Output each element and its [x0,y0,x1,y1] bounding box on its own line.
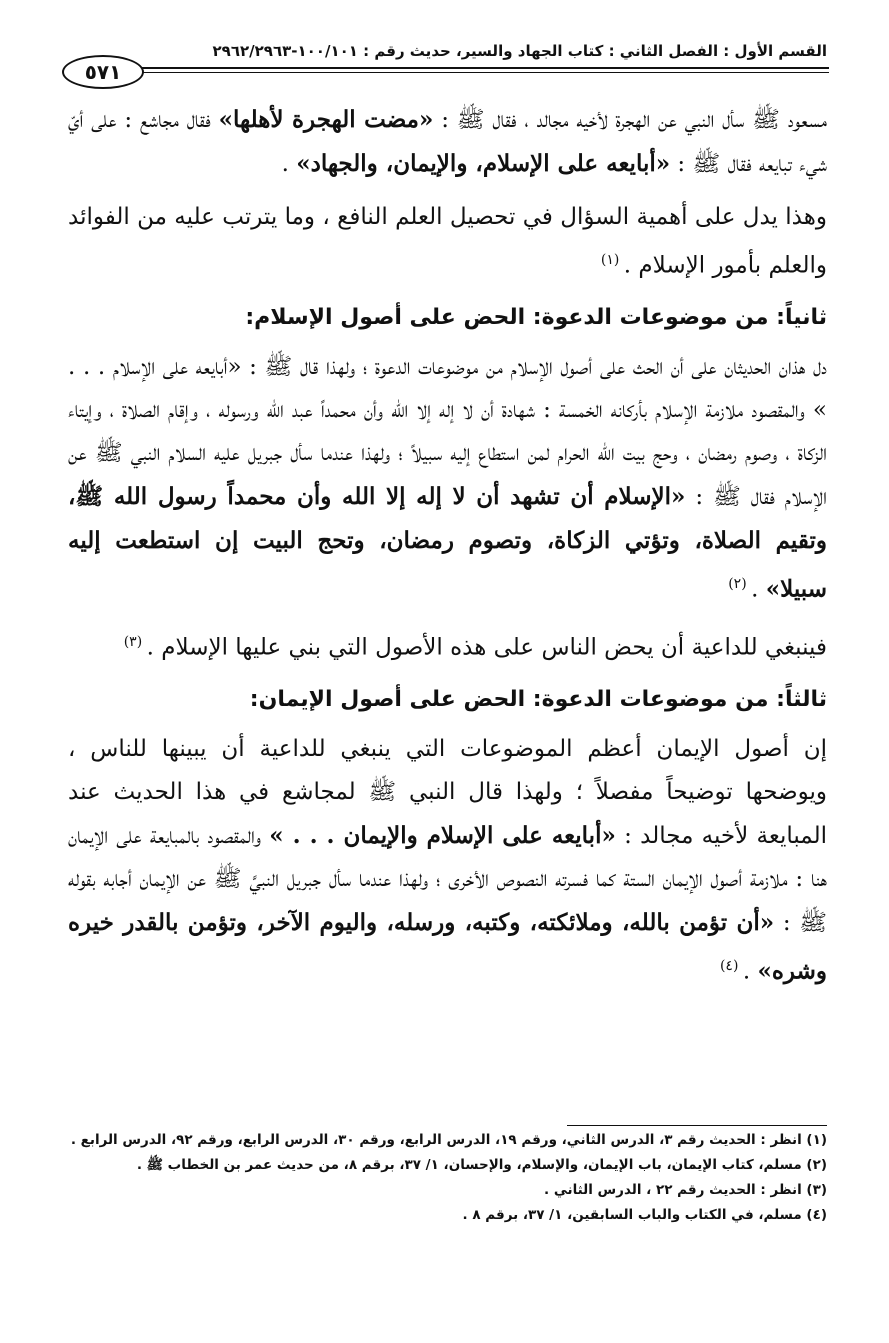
paragraph [68,196,827,288]
footnote: (٣) انظر : الحديث رقم ٢٢ ، الدرس الثاني . [544,1182,827,1198]
quoted-hadith-text: «أن تؤمن بالله، وملائكته، وكتبه، ورسله، واليوم الآخر، وتؤمن بالقدر خيره وشره» [68,908,827,985]
footnote: (٤) مسلم، في الكتاب والباب السابقين، ١/ ٣٧، برقم ٨ . [462,1207,827,1223]
footnote-reference: (١) [600,252,624,268]
paragraph-text: مسعود ﷺ سأل النبي عن الهجرة لأخيه مجالد ، فقال ﷺ : [433,107,827,133]
paragraph-text: . [751,576,766,603]
paragraph [68,728,827,994]
footnotes [68,1128,827,1228]
footnote-reference: (٣) [123,634,147,651]
footnote-rule [567,1125,827,1126]
quoted-hadith-text: «أبايعه على الإسلام والإيمان . . . » [269,821,616,849]
paragraph-text: إن أصول الإيمان أعظم الموضوعات التي ينبغي للداعية أن يبينها للناس ، ويوضحها توضيحاً مفصلاً ؛ ولهذا قال النبي ﷺ لمجاشع في هذا الحديث عند المبايعة لأخيه مجالد : [68,735,827,849]
paragraph-text: فقال مجاشع : على أيّ شيء تبايعه فقال ﷺ : [68,107,827,177]
footnote: (١) انظر : الحديث رقم ٣، الدرس الثاني، ورقم ١٩، الدرس الرابع، ورقم ٣٠، الدرس الرابع، ورقم ٩٢، الدرس الرابع . [70,1132,827,1148]
section-heading: ثانياً: من موضوعات الدعوة: الحض على أصول الإسلام: [245,304,827,330]
paragraph-text: . [281,151,297,177]
paragraph-text: وهذا يدل على أهمية السؤال في تحصيل العلم النافع ، وما يترتب عليه من الفوائد والعلم بأمور الإسلام . [68,204,827,279]
main-text [68,98,827,1004]
footnote-reference: (٤) [719,957,743,974]
quoted-hadith-text: «الإسلام أن تشهد أن لا إله إلا الله وأن محمداً رسول الله ﷺ، وتقيم الصلاة، وتؤتي الزكاة، وتصوم رمضان، وتحج البيت إن استطعت إليه سبيلا» [68,482,827,603]
paragraph-text: دل هذان الحديثان على أن الحث على أصول الإسلام من موضوعات الدعوة ؛ ولهذا قال ﷺ : «أبايعه على الإسلام . . . » والمقصود ملازمة الإسلام بأركانه الخمسة : شهادة أن لا إله إلا الله وأن محمداً عبد الله ورسوله ، وإقام الصلاة ، وإيتاء الزكاة ، وصوم رمضان ، وحج بيت الله الحرام لمن استطاع إليه سبيلاً ؛ ولهذا عندما سأل جبريل عليه السلام النبي ﷺ عن الإسلام فقال ﷺ : [68,353,828,510]
quoted-hadith-text: «أبايعه على الإسلام، والإيمان، والجهاد» [296,150,671,177]
quoted-hadith-text: «مضت الهجرة لأهلها» [218,106,434,133]
footnote: (٢) مسلم، كتاب الإيمان، باب الإيمان، والإسلام، والإحسان، ١/ ٣٧، برقم ٨، من حديث عمر بن الخطاب ﷺ . [136,1157,827,1173]
running-header: القسم الأول : الفصل الثاني : كتاب الجهاد والسير، حديث رقم : ١٠٠/١٠١-٢٩٦٢/٢٩٦٣ [212,42,827,60]
section-heading: ثالثاً: من موضوعات الدعوة: الحض على أصول الإيمان: [249,686,827,712]
paragraph-text: والمقصود بالمبايعة على الإيمان هنا : ملازمة أصول الإيمان الستة كما فسرته النصوص الأخرى ؛ ولهذا عندما سأل جبريل النبيَّ ﷺ عن الإيمان أجابه بقوله ﷺ : [68,822,828,936]
footnote-reference: (٢) [728,575,752,592]
paragraph-text: . [742,958,758,985]
header-rule [142,67,829,73]
paragraph [68,621,827,670]
paragraph [68,346,827,612]
paragraph-text: فينبغي للداعية أن يحض الناس على هذه الأصول التي بني عليها الإسلام . [146,634,827,661]
paragraph [68,98,827,186]
page-number: ٥٧١ [62,55,144,89]
